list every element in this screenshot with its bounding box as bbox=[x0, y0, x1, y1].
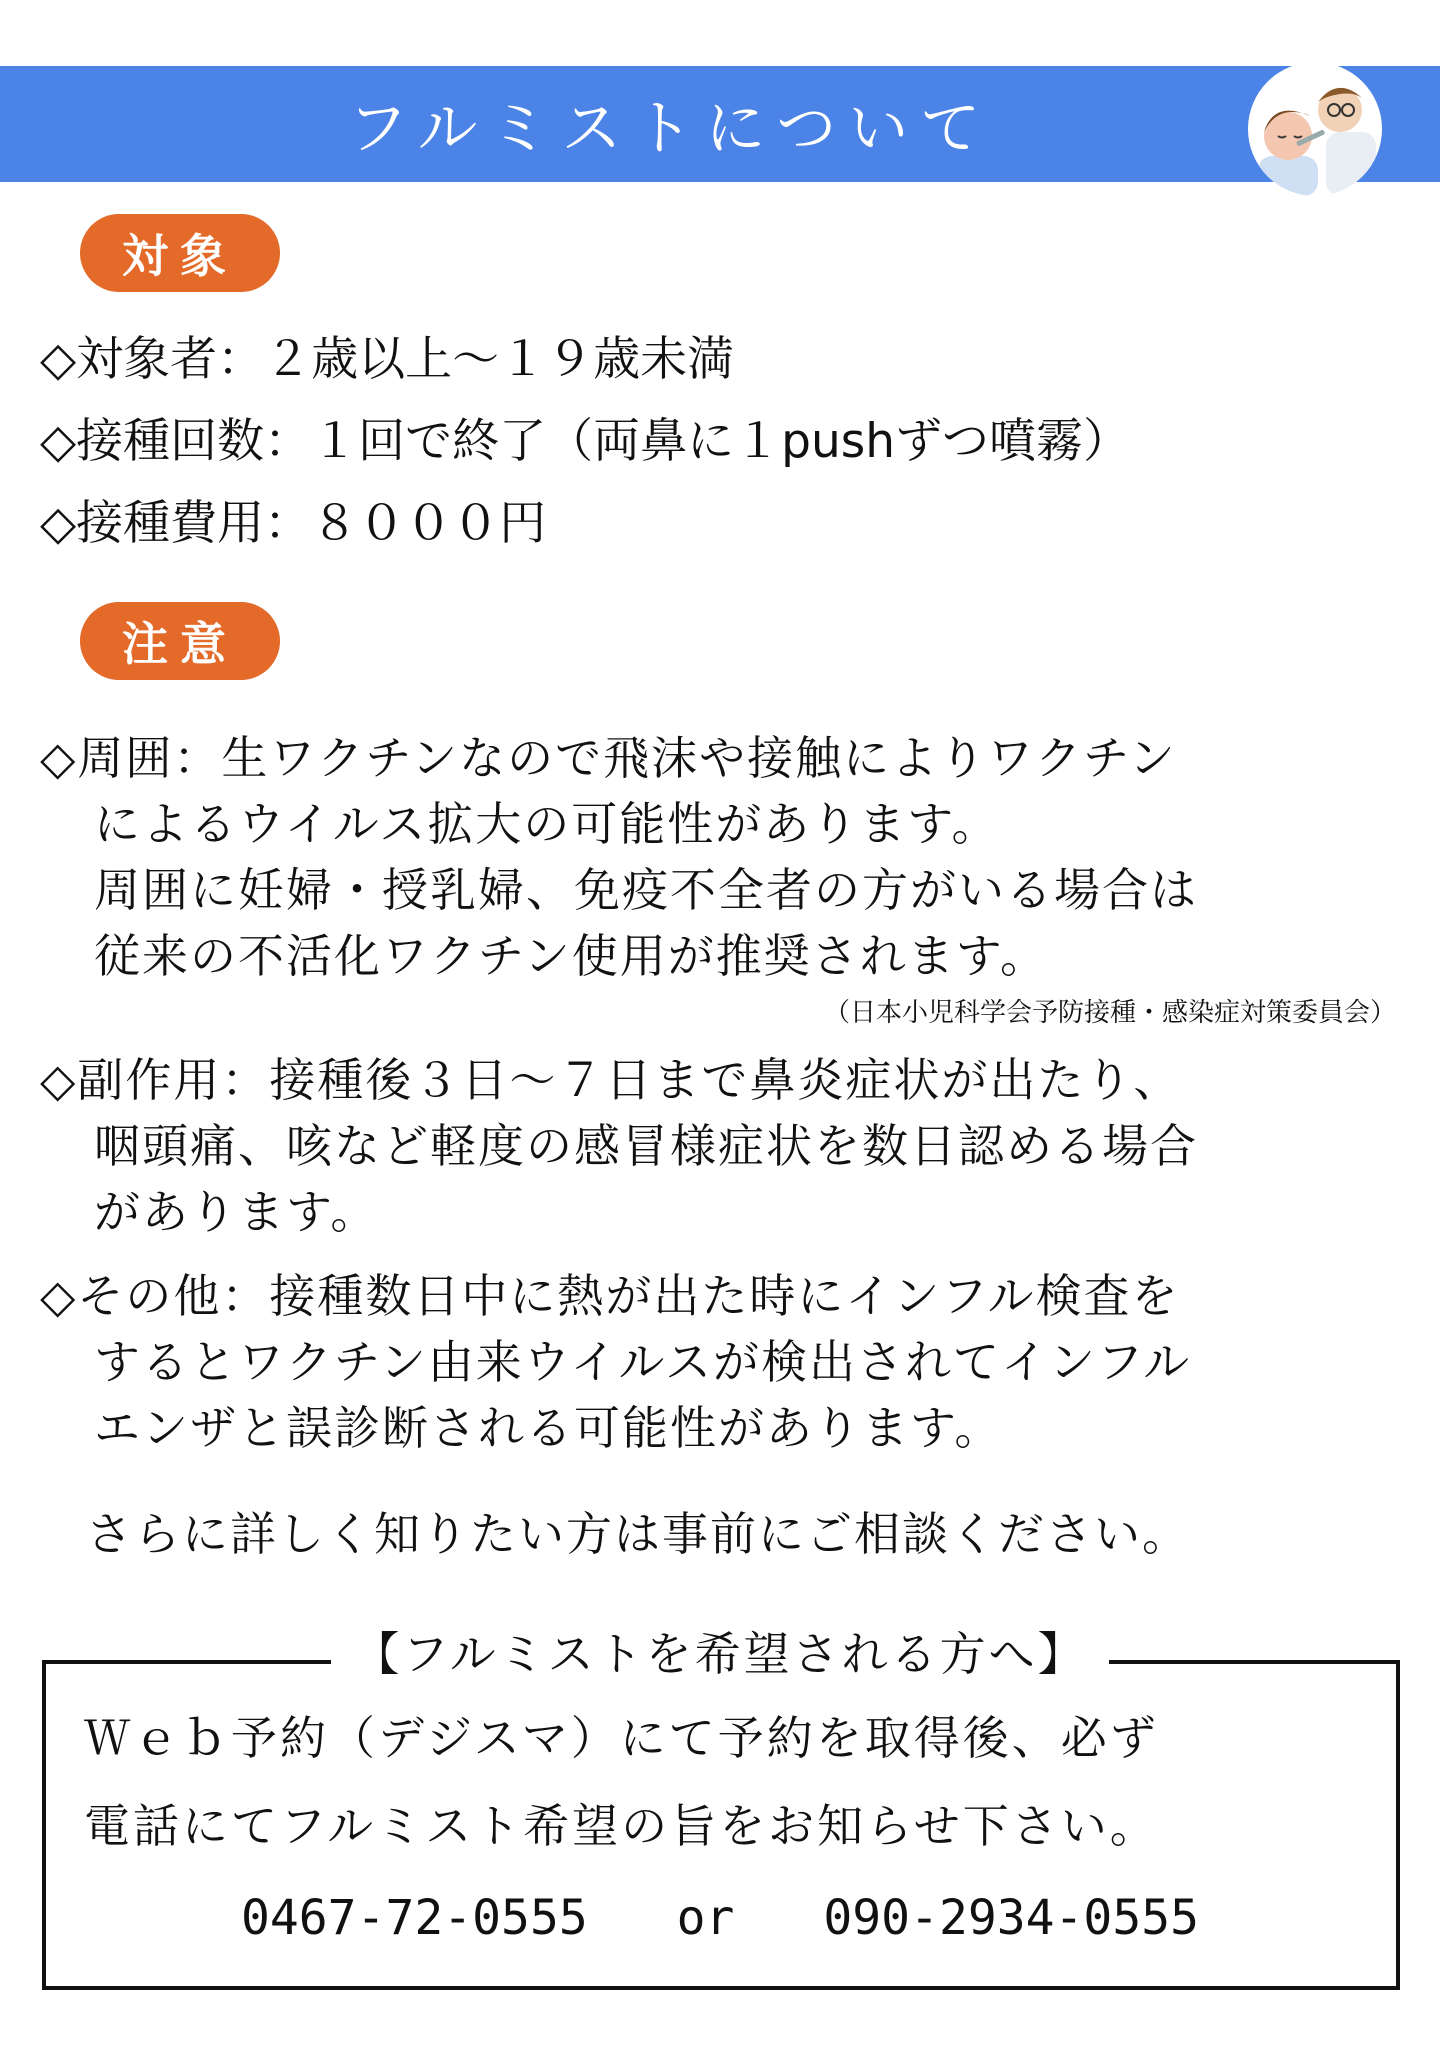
caution-others-line-2: するとワクチン由来ウイルスが検出されてインフル bbox=[94, 1335, 1192, 1389]
caution-others-line-3: エンザと誤診断される可能性があります。 bbox=[94, 1401, 1003, 1455]
phone-row bbox=[0, 1890, 1440, 1946]
target-doses-line: ◇接種回数：１回で終了（両鼻に１pushずつ噴霧） bbox=[40, 414, 1131, 469]
phone-number-primary[interactable]: 0467-72-0555 bbox=[240, 1890, 588, 1946]
caution-surroundings-line-3: 周囲に妊婦・授乳婦、免疫不全者の方がいる場合は bbox=[94, 863, 1198, 917]
closing-note: さらに詳しく知りたい方は事前にご相談ください。 bbox=[86, 1507, 1190, 1561]
caution-side-effects-line-2: 咽頭痛、咳など軽度の感冒様症状を数日認める場合 bbox=[94, 1119, 1198, 1173]
phone-number-secondary[interactable]: 090-2934-0555 bbox=[823, 1890, 1200, 1946]
reservation-box-title-wrap bbox=[0, 1618, 1440, 1684]
reservation-line-1: Ｗｅｂ予約（デジスマ）にて予約を取得後、必ず bbox=[84, 1711, 1159, 1765]
page-title: フルミストについて bbox=[347, 94, 993, 164]
section-label-target: 対象 bbox=[80, 214, 280, 292]
caution-surroundings-line-1: ◇周囲：生ワクチンなので飛沫や接触によりワクチン bbox=[40, 731, 1177, 785]
caution-side-effects-line-1: ◇副作用：接種後３日～７日まで鼻炎症状が出たり、 bbox=[40, 1053, 1182, 1107]
caution-others-line-1: ◇その他：接種数日中に熱が出た時にインフル検査を bbox=[40, 1269, 1180, 1323]
header-banner bbox=[0, 66, 1440, 182]
doctor-child-illustration-icon bbox=[1248, 62, 1382, 196]
caution-surroundings-line-4: 従来の不活化ワクチン使用が推奨されます。 bbox=[94, 929, 1049, 983]
phone-or-text: or bbox=[676, 1890, 735, 1946]
caution-surroundings-line-2: によるウイルス拡大の可能性があります。 bbox=[94, 797, 1000, 851]
target-cost-line: ◇接種費用：８０００円 bbox=[40, 496, 547, 551]
reservation-box-title: 【フルミストを希望される方へ】 bbox=[331, 1627, 1108, 1681]
caution-side-effects-line-3: があります。 bbox=[94, 1185, 379, 1239]
reservation-line-2: 電話にてフルミスト希望の旨をお知らせ下さい。 bbox=[84, 1799, 1159, 1853]
target-age-line: ◇対象者：２歳以上～１９歳未満 bbox=[40, 332, 735, 387]
section-label-caution: 注意 bbox=[80, 602, 280, 680]
source-citation: （日本小児科学会予防接種・感染症対策委員会） bbox=[823, 998, 1396, 1028]
